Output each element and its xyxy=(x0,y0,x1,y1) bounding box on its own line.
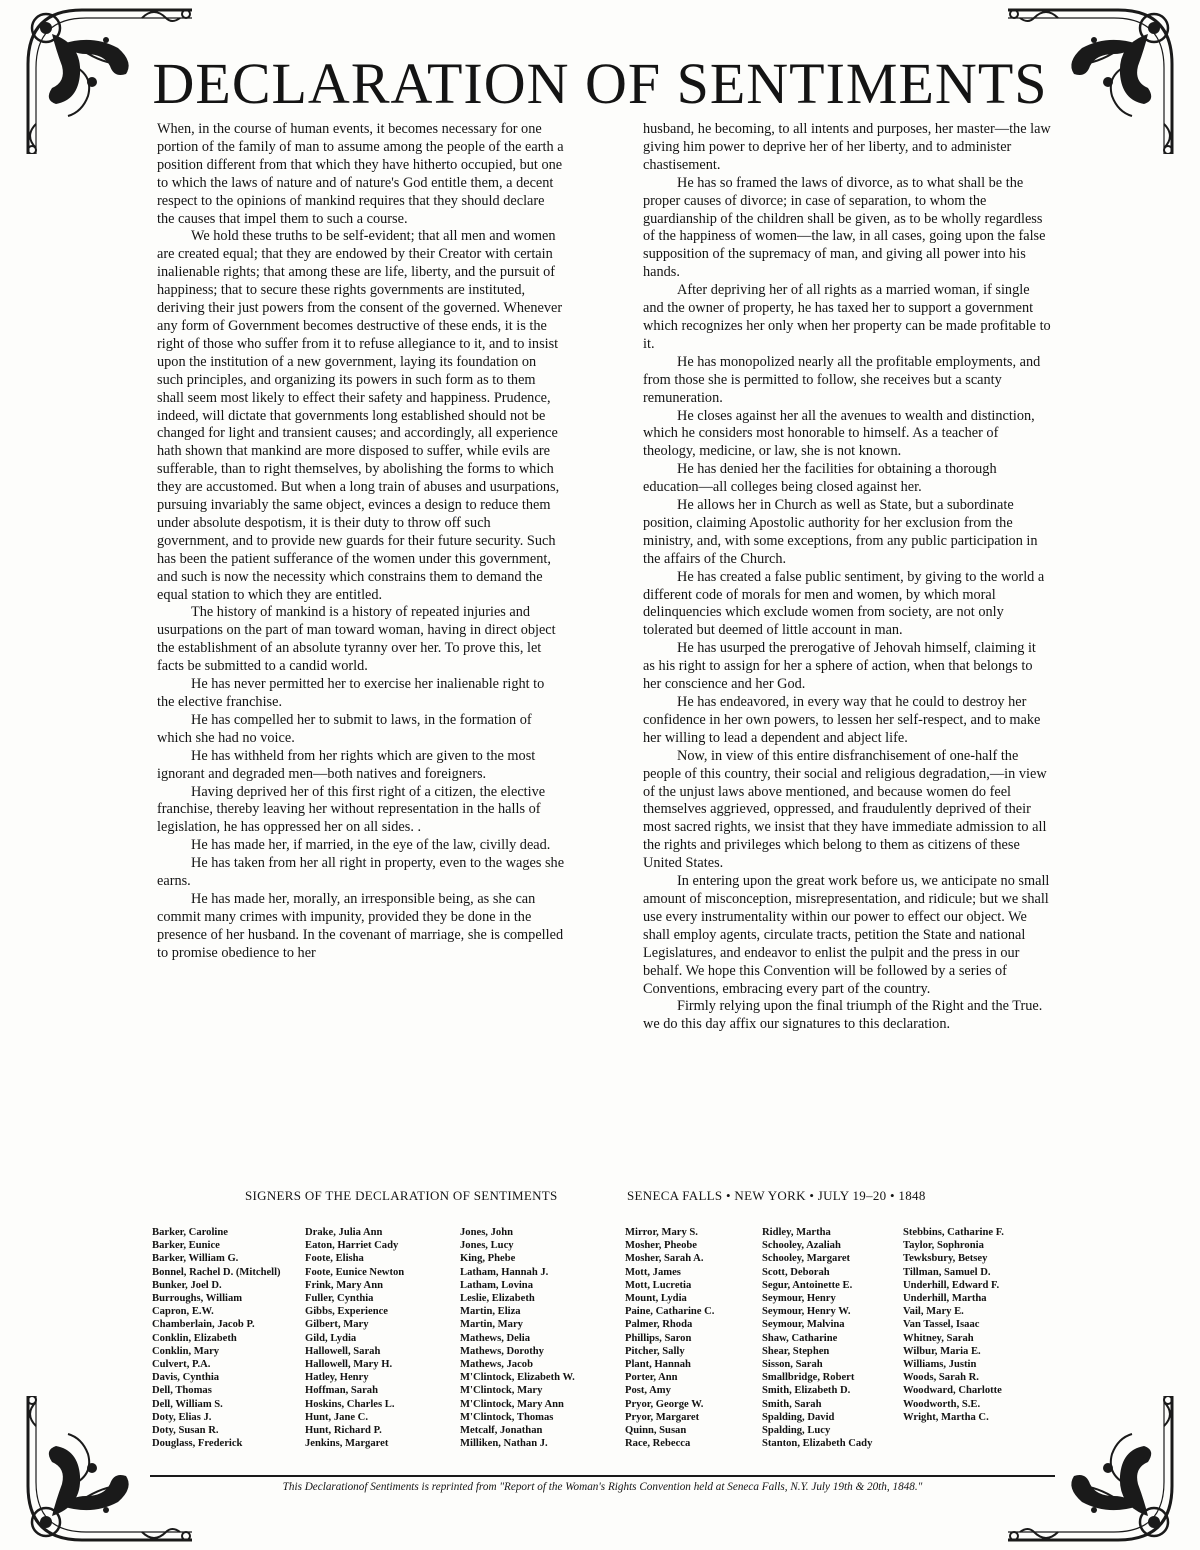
signer-name: Hunt, Richard P. xyxy=(305,1425,382,1437)
signer-name: Dell, Thomas xyxy=(152,1385,212,1397)
signer-name: Quinn, Susan xyxy=(625,1425,687,1437)
right-text-column xyxy=(643,121,1051,1034)
signer-name: Mott, Lucretia xyxy=(625,1279,692,1291)
signer-name: Hallowell, Mary H. xyxy=(305,1359,393,1371)
signer-name: Barker, William G. xyxy=(152,1253,239,1265)
signer-name: Van Tassel, Isaac xyxy=(903,1319,980,1331)
place-date: SENECA FALLS • NEW YORK • JULY 19–20 • 1848 xyxy=(627,1188,926,1203)
paragraph: He has monopolized nearly all the profitable employments, and from those she is permitted to follow, she receives but a scanty remuneration. xyxy=(643,353,1041,406)
paragraph: Now, in view of this entire disfranchisement of one-half the people of this country, their social and religious degradation,—in view of the unjust laws above mentioned, and because women do feel themselves aggrieved, oppressed, and fraudulently deprived of their most sacred rights, we insist that they have immediate admission to all the rights and privileges which belong to them as citizens of these United States. xyxy=(643,747,1047,872)
signer-name: Gilbert, Mary xyxy=(305,1319,369,1331)
paragraph: In entering upon the great work before us, we anticipate no small amount of misconception, misrepresentation, and ridicule; but we shall use every instrumentality within our power to effect our object. We shall employ agents, circulate tracts, petition the State and national Legislatures, and endeavor to enlist the pulpit and the press in our behalf. We hope this Convention will be followed by a series of Conventions, embracing every part of the country. xyxy=(643,873,1050,997)
signer-name: Wilbur, Maria E. xyxy=(903,1345,981,1357)
signer-name: Shear, Stephen xyxy=(762,1345,830,1357)
signer-name: Pitcher, Sally xyxy=(625,1345,685,1357)
signer-name: Fuller, Cynthia xyxy=(305,1293,374,1305)
signer-name: Stebbins, Catharine F. xyxy=(903,1227,1004,1238)
signer-name: Metcalf, Jonathan xyxy=(460,1425,543,1437)
signer-name: Milliken, Nathan J. xyxy=(460,1438,548,1450)
signer-name: Smith, Elizabeth D. xyxy=(762,1385,851,1397)
signer-name: Latham, Hannah J. xyxy=(460,1266,549,1278)
signer-name: Jones, John xyxy=(460,1227,513,1238)
paragraph: He has endeavored, in every way that he could to destroy her confidence in her own powers, to lessen her self-respect, and to make her willing to lead a dependent and abject life. xyxy=(643,694,1041,746)
signer-name: Stanton, Elizabeth Cady xyxy=(762,1438,873,1450)
signer-name: Spalding, Lucy xyxy=(762,1425,831,1437)
signer-name: Ridley, Martha xyxy=(762,1227,831,1238)
signer-name: Mount, Lydia xyxy=(625,1293,687,1305)
paragraph: He has made her, if married, in the eye of the law, civilly dead. xyxy=(191,837,551,854)
signer-name: Underhill, Edward F. xyxy=(903,1279,1000,1291)
signers-column-4 xyxy=(625,1226,785,1450)
signer-name: Mosher, Pheobe xyxy=(625,1240,697,1252)
signer-name: Hunt, Jane C. xyxy=(305,1411,368,1423)
signer-name: Schooley, Margaret xyxy=(762,1253,851,1265)
signer-name: Mathews, Jacob xyxy=(460,1359,533,1371)
paragraph: He has made her, morally, an irresponsible being, as she can commit many crimes with impunity, provided they be done in the presence of her husband. In the covenant of marriage, she is compelled to promise obedience to her xyxy=(157,890,564,961)
signer-name: M'Clintock, Mary Ann xyxy=(460,1398,564,1410)
signer-name: Woods, Sarah R. xyxy=(903,1372,979,1384)
signer-name: Smallbridge, Robert xyxy=(762,1372,855,1384)
signer-name: Bunker, Joel D. xyxy=(152,1279,222,1291)
signer-name: Martin, Eliza xyxy=(460,1306,521,1318)
signer-name: Barker, Caroline xyxy=(152,1227,228,1238)
signer-name: Jones, Lucy xyxy=(460,1240,514,1252)
signer-name: Pryor, Margaret xyxy=(625,1411,700,1423)
signer-name: Woodworth, S.E. xyxy=(903,1398,981,1410)
signer-name: Douglass, Frederick xyxy=(152,1438,243,1450)
signer-name: Pryor, George W. xyxy=(625,1398,704,1410)
signer-name: Scott, Deborah xyxy=(762,1266,830,1278)
signer-name: Barker, Eunice xyxy=(152,1240,220,1252)
signer-name: Chamberlain, Jacob P. xyxy=(152,1319,255,1331)
signer-name: Leslie, Elizabeth xyxy=(460,1293,535,1305)
paragraph: After depriving her of all rights as a married woman, if single and the owner of property, he has taxed her to support a government which recognizes her only when her property can be made profitable to it. xyxy=(643,282,1051,352)
signer-name: Mirror, Mary S. xyxy=(625,1227,698,1238)
signer-name: Palmer, Rhoda xyxy=(625,1319,693,1331)
paragraph: Firmly relying upon the final triumph of the Right and the True. we do this day affix our signatures to this declaration. xyxy=(643,998,1043,1033)
signer-name: M'Clintock, Thomas xyxy=(460,1411,554,1423)
signer-name: Frink, Mary Ann xyxy=(305,1279,383,1291)
signer-name: Burroughs, William xyxy=(152,1293,243,1305)
paragraph: He has created a false public sentiment, by giving to the world a different code of morals for men and women, by which moral delinquencies which exclude women from society, are not only tolerated but deemed of little account in man. xyxy=(643,568,1045,639)
signer-name: Jenkins, Margaret xyxy=(305,1438,389,1450)
footer-divider xyxy=(150,1475,1055,1477)
signer-name: Vail, Mary E. xyxy=(903,1306,964,1318)
signer-name: Hoffman, Sarah xyxy=(305,1385,378,1397)
paragraph: He allows her in Church as well as State, but a subordinate position, claiming Apostolic authority for her exclusion from the ministry, and, with some exceptions, from any public participation in the affairs of the Church. xyxy=(643,497,1038,567)
signer-name: Conklin, Elizabeth xyxy=(152,1332,237,1344)
footer-note: This Declarationof Sentiments is reprinted from "Report of the Woman's Rights Convention held at Seneca Falls, N.Y. July 19th & 20th, 1848." xyxy=(282,1481,923,1493)
signer-name: Dell, William S. xyxy=(152,1398,223,1410)
signer-name: Culvert, P.A. xyxy=(152,1359,211,1371)
signer-name: Segur, Antoinette E. xyxy=(762,1279,853,1291)
signer-name: Taylor, Sophronia xyxy=(903,1240,984,1252)
signer-name: M'Clintock, Elizabeth W. xyxy=(460,1372,575,1384)
signer-name: Gibbs, Experience xyxy=(305,1306,388,1318)
signer-name: Seymour, Henry W. xyxy=(762,1306,851,1318)
signer-name: Williams, Justin xyxy=(903,1359,977,1371)
signers-column-3 xyxy=(460,1226,620,1450)
signer-name: Mosher, Sarah A. xyxy=(625,1253,704,1265)
signer-name: Foote, Eunice Newton xyxy=(305,1266,405,1278)
signer-name: Mott, James xyxy=(625,1266,681,1278)
signer-name: Conklin, Mary xyxy=(152,1345,220,1357)
signer-name: Wright, Martha C. xyxy=(903,1411,989,1423)
paragraph: When, in the course of human events, it becomes necessary for one portion of the family of man to assume among the people of the earth a position different from that which they have hitherto occupied, but one to which the laws of nature and of nature's God entitle them, a decent respect to the opinions of mankind requires that they should declare the causes that impel them to such a course. xyxy=(157,121,564,227)
signer-name: Doty, Susan R. xyxy=(152,1425,219,1437)
signer-name: Whitney, Sarah xyxy=(903,1332,974,1344)
signers-heading: SIGNERS OF THE DECLARATION OF SENTIMENTS xyxy=(245,1188,558,1203)
paragraph: He has usurped the prerogative of Jehovah himself, claiming it as his right to assign for her a sphere of action, when that belongs to her conscience and her God. xyxy=(643,640,1036,693)
paragraph: He has compelled her to submit to laws, in the formation of which she had no voice. xyxy=(157,711,532,746)
signer-name: Seymour, Malvina xyxy=(762,1319,845,1331)
signer-name: Latham, Lovina xyxy=(460,1279,533,1291)
signer-name: Underhill, Martha xyxy=(903,1293,987,1305)
signer-name: Seymour, Henry xyxy=(762,1293,836,1305)
paragraph: He closes against her all the avenues to wealth and distinction, which he considers most honorable to himself. As a teacher of theology, medicine, or law, she is not known. xyxy=(643,407,1035,460)
signer-name: Post, Amy xyxy=(625,1385,671,1397)
signer-name: Shaw, Catharine xyxy=(762,1332,838,1344)
signer-name: Hoskins, Charles L. xyxy=(305,1398,395,1410)
paragraph: Having deprived her of this first right of a citizen, the elective franchise, thereby leaving her without representation in the halls of legislation, he has oppressed her on all sides. . xyxy=(157,783,546,836)
paragraph: He has taken from her all right in property, even to the wages she earns. xyxy=(157,855,565,890)
paragraph: The history of mankind is a history of repeated injuries and usurpations on the part of man toward woman, having in direct object the establishment of an absolute tyranny over her. To prove this, let facts be submitted to a candid world. xyxy=(157,604,556,675)
signer-name: Mathews, Delia xyxy=(460,1332,531,1344)
left-text-column xyxy=(157,121,565,963)
signer-name: Smith, Sarah xyxy=(762,1398,822,1410)
signer-name: Paine, Catharine C. xyxy=(625,1306,715,1318)
signer-name: Sisson, Sarah xyxy=(762,1359,823,1371)
paragraph: He has never permitted her to exercise her inalienable right to the elective franchise. xyxy=(157,676,545,710)
signer-name: Foote, Elisha xyxy=(305,1253,364,1265)
signer-name: Race, Rebecca xyxy=(625,1438,691,1450)
paragraph: He has denied her the facilities for obtaining a thorough education—all colleges being closed against her. xyxy=(643,461,997,496)
signer-name: Bonnel, Rachel D. (Mitchell) xyxy=(152,1266,281,1278)
signer-name: Tillman, Samuel D. xyxy=(903,1266,991,1278)
signer-name: Capron, E.W. xyxy=(152,1306,214,1318)
signer-name: Doty, Elias J. xyxy=(152,1411,212,1423)
signer-name: M'Clintock, Mary xyxy=(460,1385,543,1397)
signer-name: Drake, Julia Ann xyxy=(305,1227,383,1238)
signer-name: Schooley, Azaliah xyxy=(762,1240,841,1252)
signer-name: Tewksbury, Betsey xyxy=(903,1253,988,1265)
signer-name: Plant, Hannah xyxy=(625,1359,691,1371)
signers-column-2 xyxy=(305,1226,465,1450)
signers-column-6 xyxy=(903,1226,1063,1424)
signer-name: Woodward, Charlotte xyxy=(903,1385,1002,1397)
signer-name: Porter, Ann xyxy=(625,1372,678,1384)
signer-name: Phillips, Saron xyxy=(625,1332,692,1344)
document-title: DECLARATION OF SENTIMENTS xyxy=(152,51,1048,116)
signer-name: Mathews, Dorothy xyxy=(460,1345,544,1357)
signers-column-5 xyxy=(762,1226,922,1450)
signer-name: Spalding, David xyxy=(762,1411,835,1423)
paragraph: We hold these truths to be self-evident; that all men and women are created equal; that they are endowed by their Creator with certain inalienable rights; that among these are life, liberty, and the pursuit of happiness; that to secure these rights governments are instituted, deriving their just powers from the consent of the governed. Whenever any form of Government becomes destructive of these ends, it is the right of those who suffer from it to refuse allegiance to it, and to insist upon the institution of a new government, laying its foundation on such principles, and organizing its powers in such form as to them shall seem most likely to effect their safety and happiness. Prudence, indeed, will dictate that governments long established should not be changed for light and transient causes; and accordingly, all experience hath shown that mankind are more disposed to suffer, while evils are sufferable, than to right themselves, by abolishing the forms to which they are accustomed. But when a long train of abuses and usurpations, pursuing invariably the same object, evinces a design to reduce them under absolute despotism, it is their duty to throw off such government, and to provide new guards for their future security. Such has been the patient sufferance of the women under this government, and such is now the necessity which constrains them to demand the equal station to which they are entitled. xyxy=(157,228,563,603)
signer-name: Davis, Cynthia xyxy=(152,1372,220,1384)
signer-name: Eaton, Harriet Cady xyxy=(305,1240,399,1252)
signer-name: King, Phebe xyxy=(460,1253,516,1265)
paragraph: husband, he becoming, to all intents and purposes, her master—the law giving him power to deprive her of her liberty, and to administer chastisement. xyxy=(643,121,1051,173)
signer-name: Gild, Lydia xyxy=(305,1332,357,1344)
signer-name: Hallowell, Sarah xyxy=(305,1345,381,1357)
signers-column-1 xyxy=(152,1226,312,1450)
signer-name: Martin, Mary xyxy=(460,1319,523,1331)
paragraph: He has so framed the laws of divorce, as to what shall be the proper causes of divorce; in case of separation, to whom the guardianship of the children shall be given, as to be wholly regardless of the happiness of women—the law, in all cases, going upon the false supposition of the supremacy of man, and giving all power into his hands. xyxy=(643,174,1046,281)
paragraph: He has withheld from her rights which are given to the most ignorant and degraded men—both natives and foreigners. xyxy=(157,747,536,782)
signer-name: Hatley, Henry xyxy=(305,1372,369,1384)
